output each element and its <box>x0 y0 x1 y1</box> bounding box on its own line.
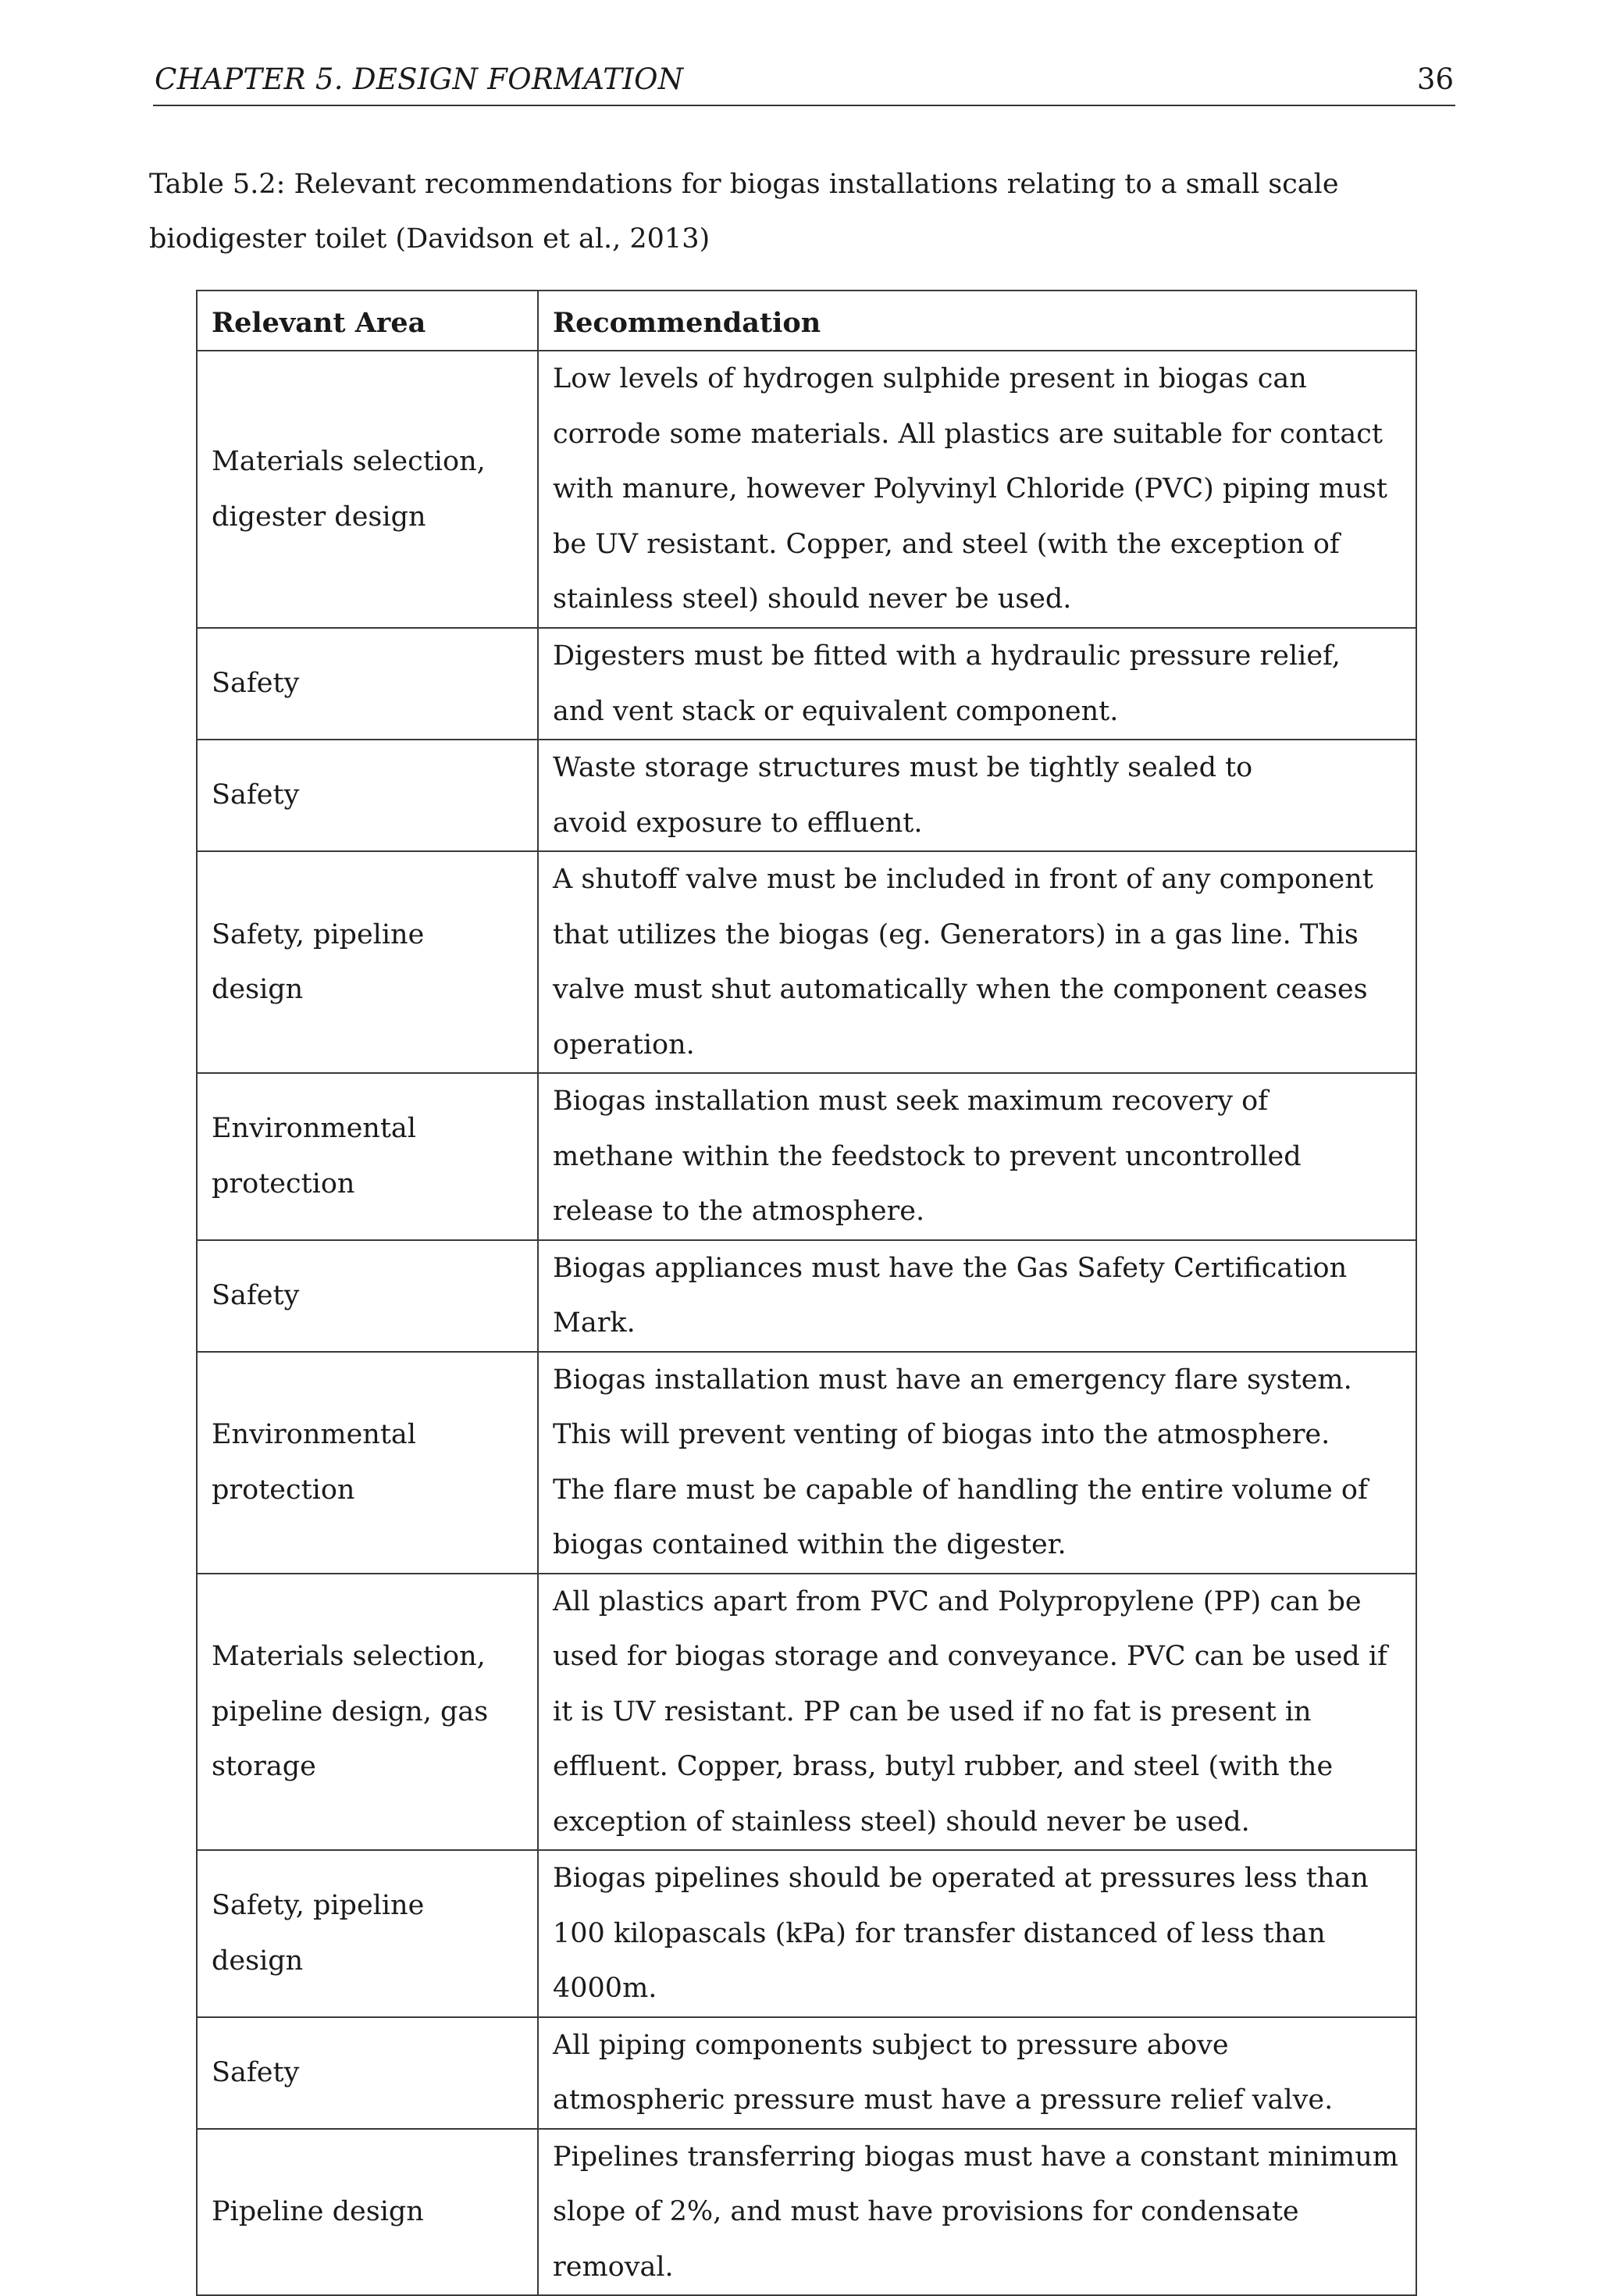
table-row <box>197 351 1416 628</box>
area-cell: Safety <box>197 2017 538 2129</box>
area-cell: Safety <box>197 740 538 851</box>
table-row <box>197 1352 1416 1574</box>
area-cell: Environmental protection <box>197 1073 538 1240</box>
recommendation-cell: Digesters must be fitted with a hydraulic pressure relief, and vent stack or equivalent component. <box>538 628 1416 740</box>
table-row <box>197 851 1416 1073</box>
table-row <box>197 2017 1416 2129</box>
recommendations-table <box>196 290 1417 2296</box>
page-number: 36 <box>1416 62 1454 96</box>
recommendation-cell: Biogas appliances must have the Gas Safety Certification Mark. <box>538 1240 1416 1352</box>
table-row <box>197 1574 1416 1851</box>
area-cell: Safety <box>197 628 538 740</box>
table-header-row <box>197 291 1416 351</box>
column-header-recommendation: Recommendation <box>538 291 1416 351</box>
area-cell: Safety, pipeline design <box>197 1850 538 2017</box>
recommendation-cell: Waste storage structures must be tightly sealed to avoid exposure to effluent. <box>538 740 1416 851</box>
page-header <box>153 59 1455 106</box>
recommendation-cell: Biogas pipelines should be operated at pressures less than 100 kilopascals (kPa) for transfer distanced of less than 4000m. <box>538 1850 1416 2017</box>
area-cell: Safety <box>197 1240 538 1352</box>
recommendation-cell: Biogas installation must seek maximum recovery of methane within the feedstock to prevent uncontrolled release to the atmosphere. <box>538 1073 1416 1240</box>
table-row <box>197 1073 1416 1240</box>
column-header-relevant-area: Relevant Area <box>197 291 538 351</box>
recommendation-cell: All plastics apart from PVC and Polypropylene (PP) can be used for biogas storage and conveyance. PVC can be used if it is UV resistant. PP can be used if no fat is present in effluent. Copper, brass, butyl rubber, and steel (with the exception of stainless steel) should never be used. <box>538 1574 1416 1851</box>
area-cell: Materials selection, digester design <box>197 351 538 628</box>
table-row <box>197 740 1416 851</box>
area-cell: Environmental protection <box>197 1352 538 1574</box>
recommendation-cell: All piping components subject to pressure above atmospheric pressure must have a pressure relief valve. <box>538 2017 1416 2129</box>
area-cell: Safety, pipeline design <box>197 851 538 1073</box>
running-head-chapter: CHAPTER 5. DESIGN FORMATION <box>155 62 684 96</box>
area-cell: Pipeline design <box>197 2129 538 2296</box>
area-cell: Materials selection, pipeline design, gas storage <box>197 1574 538 1851</box>
table-row <box>197 2129 1416 2296</box>
recommendation-cell: Low levels of hydrogen sulphide present in biogas can corrode some materials. All plastics are suitable for contact with manure, however Polyvinyl Chloride (PVC) piping must be UV resistant. Copper, and steel (with the exception of stainless steel) should never be used. <box>538 351 1416 628</box>
recommendation-cell: Biogas installation must have an emergency flare system. This will prevent venting of biogas into the atmosphere. The flare must be capable of handling the entire volume of biogas contained within the digester. <box>538 1352 1416 1574</box>
table-caption: Table 5.2: Relevant recommendations for biogas installations relating to a small scale biodigester toilet (Davidson et al., 2013) <box>149 169 1339 255</box>
recommendation-cell: Pipelines transferring biogas must have a constant minimum slope of 2%, and must have provisions for condensate removal. <box>538 2129 1416 2296</box>
recommendation-cell: A shutoff valve must be included in front of any component that utilizes the biogas (eg. Generators) in a gas line. This valve must shut automatically when the component ceases operation. <box>538 851 1416 1073</box>
table-row <box>197 628 1416 740</box>
table-row <box>197 1850 1416 2017</box>
table-row <box>197 1240 1416 1352</box>
